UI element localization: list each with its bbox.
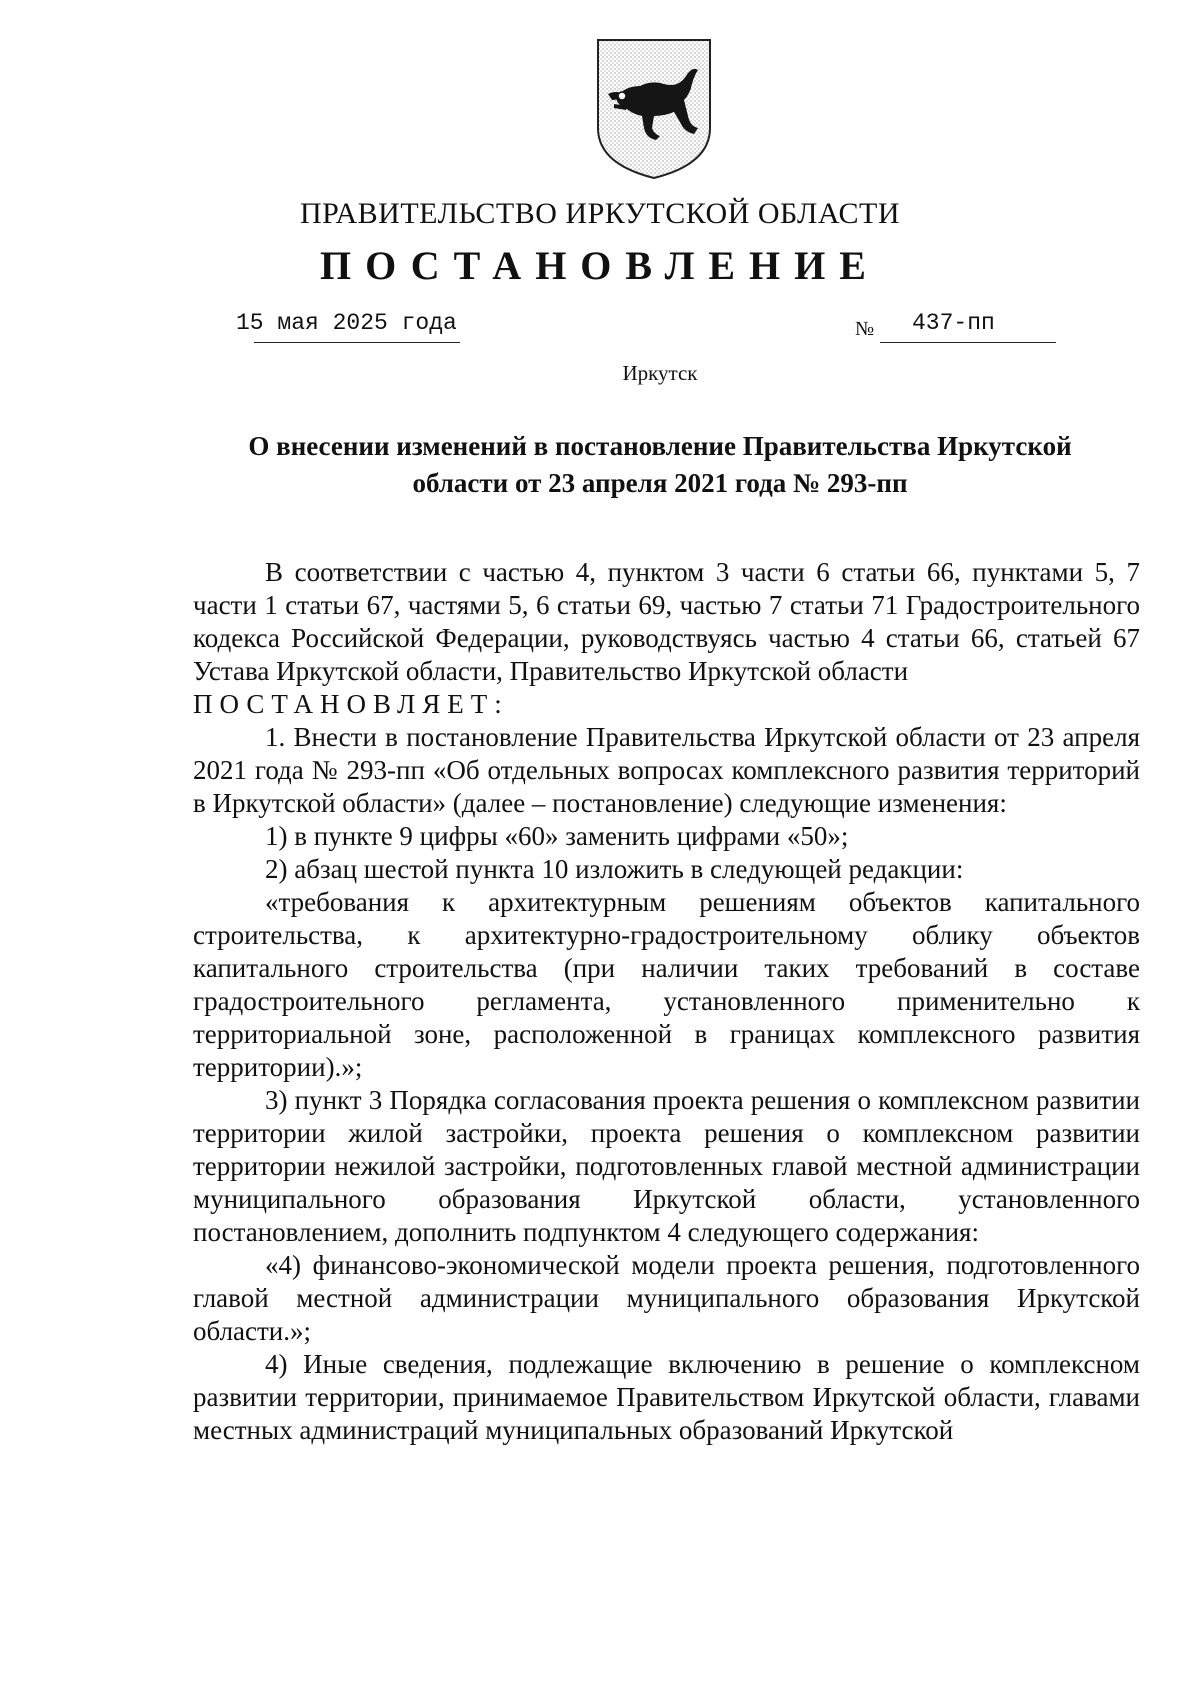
number-sign: № <box>855 318 875 340</box>
number-underline <box>880 342 1056 343</box>
paragraph-1-item-3: 3) пункт 3 Порядка согласования проекта решения о комплексном развитии территории жилой застройки, проекта решения о комплексном развитии территории нежилой застройки, подготовленных главой местной администрации муниципального образования Иркутской области, установленного постановлением, дополнить подпунктом 4 следующего содержания: <box>193 1085 1140 1247</box>
document-date: 15 мая 2025 года <box>236 310 457 336</box>
paragraph-1: 1. Внести в постановление Правительства Иркутской области от 23 апреля 2021 года № 293-пп «Об отдельных вопросах комплексного развития территорий в Иркутской области» (далее – постановление) следующие изменения: <box>193 722 1140 818</box>
government-title: ПРАВИТЕЛЬСТВО ИРКУТСКОЙ ОБЛАСТИ <box>299 197 901 230</box>
paragraph-1-item-1: 1) в пункте 9 цифры «60» заменить цифрами «50»; <box>265 821 849 851</box>
paragraph-1-item-4: 4) Иные сведения, подлежащие включению в решение о комплексном развитии территории, принимаемое Правительством Иркутской области, главами местных администраций муниципальных образований Иркутской <box>193 1349 1140 1445</box>
paragraph-1-item-2: 2) абзац шестой пункта 10 изложить в следующей редакции: <box>265 854 964 884</box>
preamble-paragraph: В соответствии с частью 4, пунктом 3 части 6 статьи 66, пунктами 5, 7 части 1 статьи 67, частями 5, 6 статьи 69, частью 7 статьи 71 Градостроительного кодекса Российской Федерации, руководствуясь частью 4 статьи 66, статьей 67 Устава Иркутской области, Правительство Иркутской области <box>193 557 1140 686</box>
document-type-title: ПОСТАНОВЛЕНИЕ <box>320 243 880 288</box>
document-number: 437-пп <box>912 310 995 336</box>
paragraph-1-item-3-quote: «4) финансово-экономической модели проекта решения, подготовленного главой местной администрации муниципального образования Иркутской области.»; <box>193 1250 1140 1346</box>
date-underline <box>254 342 460 343</box>
resolves-heading: ПОСТАНОВЛЯЕТ: <box>193 689 509 719</box>
paragraph-1-item-2-quote: «требования к архитектурным решениям объектов капитального строительства, к архитектурно-градостроительному облику объектов капитального строительства (при наличии таких требований в составе градостроительного регламента, установленного применительно к территориальной зоне, расположенной в границах комплексного развития территории).»; <box>193 887 1140 1082</box>
document-body <box>193 556 1140 1447</box>
city-name: Иркутск <box>622 361 698 385</box>
document-subject: О внесении изменений в постановление Правительства Иркутской области от 23 апреля 2021 года № 293-пп <box>248 431 1072 498</box>
coat-of-arms-emblem <box>594 36 714 182</box>
